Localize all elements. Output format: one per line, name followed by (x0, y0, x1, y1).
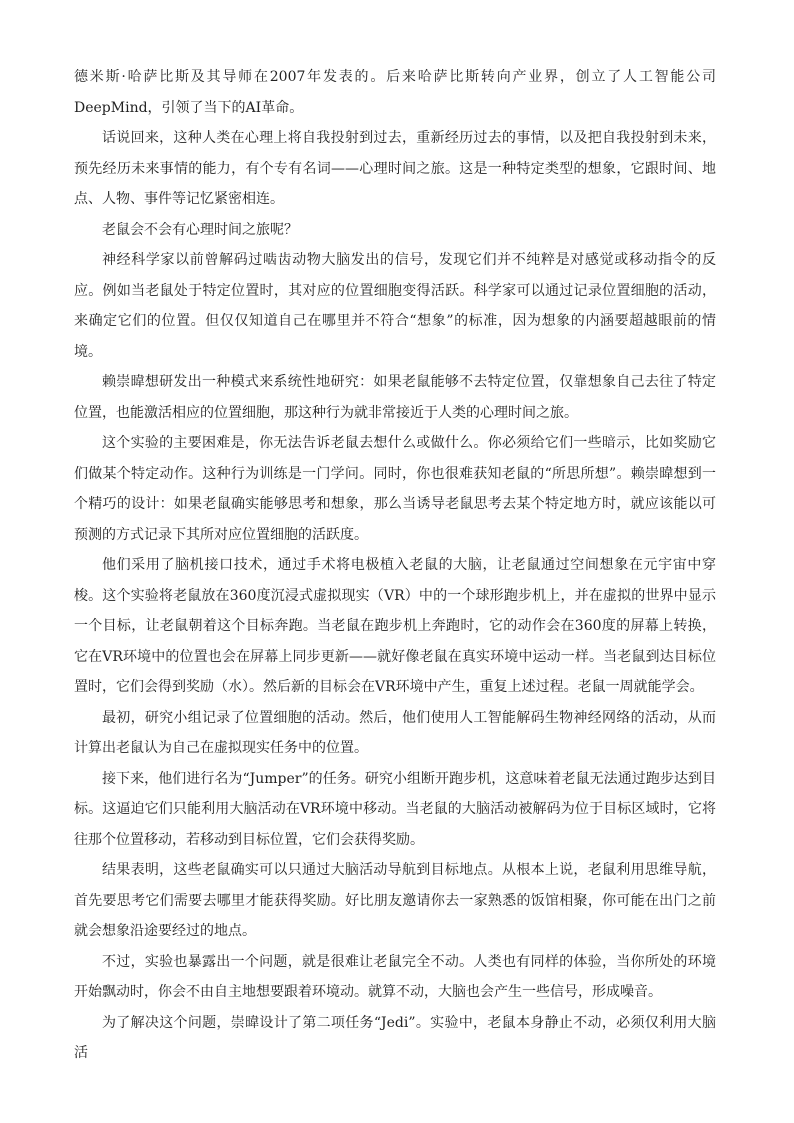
paragraph-jumper-task: 接下来，他们进行名为“Jumper”的任务。研究小组断开跑步机，这意味着老鼠无法通过跑步达到目标。这逼迫它们只能利用大脑活动在VR环境中移动。当老鼠的大脑活动被解码为位于目标区域时，它将往那个位置移动，若移动到目标位置，它们会获得奖励。 (74, 770, 716, 848)
paragraph-jedi-task: 为了解决这个问题，崇暐设计了第二项任务“Jedi”。实验中，老鼠本身静止不动，必须仅利用大脑活 (74, 1014, 716, 1061)
paragraph-brain-machine-interface: 他们采用了脑机接口技术，通过手术将电极植入老鼠的大脑，让老鼠通过空间想象在元宇宙中穿梭。这个实验将老鼠放在360度沉浸式虚拟现实（VR）中的一个球形跑步机上，并在虚拟的世界中显示一个目标，让老鼠朝着这个目标奔跑。当老鼠在跑步机上奔跑时，它的动作会在360度的屏幕上转换，它在VR环境中的位置也会在屏幕上同步更新——就好像老鼠在真实环境中运动一样。当老鼠到达目标位置时，它们会得到奖励（水）。然后新的目标会在VR环境中产生，重复上述过程。老鼠一周就能学会。 (74, 557, 716, 695)
paragraph-mental-time-travel: 话说回来，这种人类在心理上将自我投射到过去，重新经历过去的事情，以及把自我投射到未来，预先经历未来事情的能力，有个专有名词——心理时间之旅。这是一种特定类型的想象，它跟时间、地点、人物、事件等记忆紧密相连。 (74, 130, 716, 207)
paragraph-problem: 不过，实验也暴露出一个问题，就是很难让老鼠完全不动。人类也有同样的体验，当你所处的环境开始飘动时，你会不由自主地想要跟着环境动。就算不动，大脑也会产生一些信号，形成噪音。 (74, 953, 716, 1000)
paragraph-continuation: 德米斯·哈萨比斯及其导师在2007年发表的。后来哈萨比斯转向产业界，创立了人工智能公司DeepMind，引领了当下的AI革命。 (74, 69, 716, 116)
paragraph-research-model: 赖崇暐想研发出一种模式来系统性地研究：如果老鼠能够不去特定位置，仅靠想象自己去往了特定位置，也能激活相应的位置细胞，那这种行为就非常接近于人类的心理时间之旅。 (74, 374, 716, 421)
document-page (74, 62, 716, 1069)
paragraph-place-cells: 神经科学家以前曾解码过啮齿动物大脑发出的信号，发现它们并不纯粹是对感觉或移动指令的反应。例如当老鼠处于特定位置时，其对应的位置细胞变得活跃。科学家可以通过记录位置细胞的活动，来确定它们的位置。但仅仅知道自己在哪里并不符合“想象”的标准，因为想象的内涵要超越眼前的情境。 (74, 252, 716, 360)
paragraph-initial-recording: 最初，研究小组记录了位置细胞的活动。然后，他们使用人工智能解码生物神经网络的活动，从而计算出老鼠认为自己在虚拟现实任务中的位置。 (74, 709, 716, 756)
paragraph-experiment-difficulty: 这个实验的主要困难是，你无法告诉老鼠去想什么或做什么。你必须给它们一些暗示，比如奖励它们做某个特定动作。这种行为训练是一门学问。同时，你也很难获知老鼠的“所思所想”。赖崇暐想到一个精巧的设计：如果老鼠确实能够思考和想象，那么当诱导老鼠思考去某个特定地方时，就应该能以可预测的方式记录下其所对应位置细胞的活跃度。 (74, 435, 716, 543)
paragraph-results: 结果表明，这些老鼠确实可以只通过大脑活动导航到目标地点。从根本上说，老鼠利用思维导航，首先要思考它们需要去哪里才能获得奖励。好比朋友邀请你去一家熟悉的饭馆相聚，你可能在出门之前就会想象沿途要经过的地点。 (74, 862, 716, 939)
paragraph-question: 老鼠会不会有心理时间之旅呢？ (102, 221, 298, 238)
